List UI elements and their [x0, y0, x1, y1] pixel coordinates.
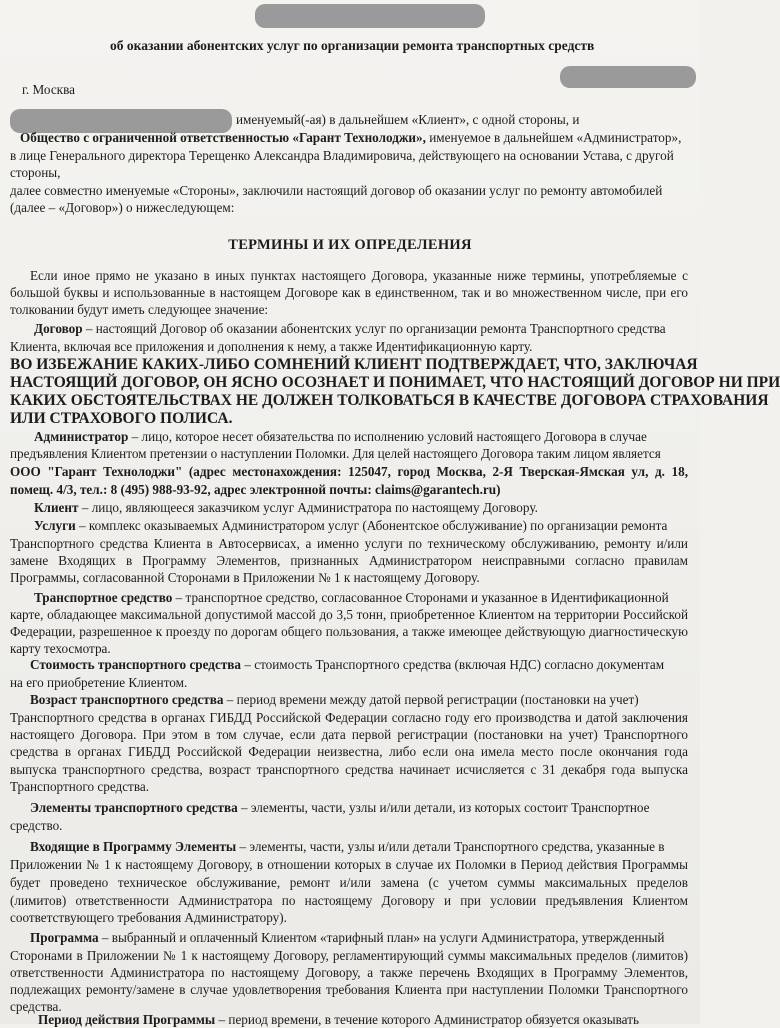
company-tail: именуемое в дальнейшем «Администратор»,	[429, 130, 682, 145]
contract-subtitle: об оказании абонентских услуг по организации ремонта транспортных средств	[110, 38, 595, 53]
term-title: Транспортное средство	[34, 590, 173, 605]
term-elements-l2: средство.	[10, 818, 63, 833]
term-age-l3: настоящего Договора. При этом в том случае, если дата первой регистрации (постановки на учет) Транспортного	[10, 727, 688, 742]
term-text: – лицо, которое несет обязательства по исполнению условий настоящего Договора в случае	[131, 429, 647, 444]
term-program-l5: средства.	[10, 999, 62, 1014]
intro-line-1: Если иное прямо не указано в иных пунктах настоящего Договора, указанные ниже термины, употребляемые с	[30, 268, 688, 283]
term-incl	[30, 839, 688, 855]
term-incl-l2: Приложении № 1 к настоящему Договору, в отношении которых в случае их Поломки в Период действия Программы	[10, 857, 688, 872]
term-admin	[34, 429, 688, 445]
redacted-title	[255, 4, 485, 28]
term-vehicle-l2: карте, обладающее максимальной допустимой массой до 3,5 тонн, приобретенное Клиентом на территории Российской	[10, 607, 688, 622]
term-text: – комплекс оказываемых Администратором услуг (Абонентское обслуживание) по организации ремонта	[78, 518, 668, 533]
term-text: – период времени, в течение которого Администратор обязуется оказывать	[218, 1012, 639, 1027]
intro-line-2: большой буквы и использованные в настоящем Договоре как в единственном, так и во множественном числе, при его	[10, 285, 688, 300]
city: г. Москва	[22, 82, 75, 97]
term-title: Администратор	[34, 429, 129, 444]
term-text: – период времени между датой первой регистрации (постановки на учет)	[226, 692, 639, 707]
term-text: – элементы, части, узлы и/или детали, из которых состоит Транспортное	[241, 800, 650, 815]
term-title: Услуги	[34, 518, 76, 533]
term-services	[34, 518, 688, 534]
term-program	[30, 930, 688, 946]
company-name: Общество с ограниченной ответственностью «Гарант Технолоджи»,	[20, 130, 426, 145]
term-title: Программа	[30, 930, 99, 945]
term-vehicle-l3: Федерации, разрешенное к проезду по дорогам общего пользования, а также имеющее действующую диагностическую	[10, 624, 688, 639]
term-services-l2: Транспортного средства Клиента в Автосервисах, а именно услуги по техническому обслуживанию, ремонту и/или	[10, 536, 688, 551]
preamble-line3: в лице Генерального директора Терещенко Александра Владимировича, действующего на основании Устава, с другой	[10, 148, 674, 163]
term-dogovor	[34, 321, 688, 337]
term-text: – стоимость Транспортного средства (включая НДС) согласно документам	[244, 657, 665, 672]
term-cost-l2: на его приобретение Клиентом.	[10, 675, 188, 690]
term-text: – транспортное средство, согласованное Сторонами и указанное в Идентификационной	[175, 590, 669, 605]
term-admin-l2: предъявления Клиентом претензии о наступлении Поломки. Для целей настоящего Договора таким лицом является	[10, 446, 661, 461]
term-text: – лицо, являющееся заказчиком услуг Администратора по настоящему Договору.	[81, 500, 538, 515]
term-age-l6: Транспортного средства.	[10, 779, 150, 794]
term-admin-l4: помещ. 4/3, тел.: 8 (495) 988-93-92, адрес электронной почты: claims@garantech.ru)	[10, 482, 501, 497]
term-title: Период действия Программы	[38, 1012, 216, 1027]
term-program-l4: подлежащих ремонту/замене в случае удовлетворения требования Клиента при наступлении Поломки Транспортного	[10, 982, 688, 997]
caps-line-2: НАСТОЯЩИЙ ДОГОВОР, ОН ЯСНО ОСОЗНАЕТ И ПОНИМАЕТ, ЧТО НАСТОЯЩИЙ ДОГОВОР НИ ПРИ	[10, 374, 780, 391]
term-program-l2: Сторонами в Приложении № 1 к настоящему Договору, регламентирующий суммы максимальных пределов (лимитов)	[10, 948, 688, 963]
term-services-l3: замене Входящих в Программу Элементов, признанных Администратором неисправными согласно правилам	[10, 553, 688, 568]
term-program-l3: ответственности Администратора по настоящему Договору, а также перечень Входящих в Программу Элементов,	[10, 965, 688, 980]
caps-line-1: ВО ИЗБЕЖАНИЕ КАКИХ-ЛИБО СОМНЕНИЙ КЛИЕНТ ПОДТВЕРЖДАЕТ, ЧТО, ЗАКЛЮЧАЯ	[10, 356, 698, 373]
term-age-l5: выпуска транспортного средства, возраст транспортного средства начинает исчисляется с 31 декабря года выпуска	[10, 762, 688, 777]
term-age	[30, 692, 688, 708]
caps-line-4: ИЛИ СТРАХОВОГО ПОЛИСА.	[10, 410, 233, 427]
term-period	[38, 1012, 688, 1028]
term-cost	[30, 657, 688, 673]
term-age-l2: Транспортного средства в органах ГИБДД Российской Федерации согласно году его производства и датой заключения	[10, 710, 688, 725]
term-elements	[30, 800, 688, 816]
term-age-l4: средства в органах ГИБДД Российской Федерации неизвестна, либо если она имела место после окончания года	[10, 744, 688, 759]
term-dogovor-l2: Клиента, включая все приложения и дополнения к нему, а также Идентификационную карту.	[10, 339, 533, 354]
term-admin-l3: ООО "Гарант Технолоджи" (адрес местонахождения: 125047, город Москва, 2-Я Тверская-Ямская ул, д. 18,	[10, 464, 688, 479]
term-client	[34, 500, 688, 516]
term-title: Возраст транспортного средства	[30, 692, 224, 707]
section-title: ТЕРМИНЫ И ИХ ОПРЕДЕЛЕНИЯ	[228, 237, 472, 253]
preamble-line4: стороны,	[10, 165, 61, 180]
term-vehicle	[34, 590, 688, 606]
caps-line-3: КАКИХ ОБСТОЯТЕЛЬСТВАХ НЕ ДОЛЖЕН ТОЛКОВАТЬСЯ В КАЧЕСТВЕ ДОГОВОРА СТРАХОВАНИЯ	[10, 392, 769, 409]
preamble-company	[20, 130, 688, 146]
preamble-line5: далее совместно именуемые «Стороны», заключили настоящий договор об оказании услуг по ремонту автомобилей	[10, 183, 663, 198]
term-title: Входящие в Программу Элементы	[30, 839, 237, 854]
preamble-line6: (далее – «Договор») о нижеследующем:	[10, 200, 235, 215]
term-text: – выбранный и оплаченный Клиентом «тарифный план» на услуги Администратора, утвержденный	[101, 930, 665, 945]
intro-line-3: толковании будут иметь следующее значение:	[10, 302, 269, 317]
term-text: – настоящий Договор об оказании абонентских услуг по организации ремонта Транспортного средства	[85, 321, 666, 336]
term-title: Элементы транспортного средства	[30, 800, 238, 815]
term-text: – элементы, части, узлы и/или детали Транспортного средства, указанные в	[239, 839, 665, 854]
term-incl-l3: будет проведено техническое обслуживание, ремонт и/или замена (с учетом суммы максимальных пределов	[10, 875, 688, 890]
term-incl-l4: (лимитов) ответственности Администратора по настоящему Договору и при условии предъявления Клиентом	[10, 893, 688, 908]
term-vehicle-l4: карту техосмотра.	[10, 641, 111, 656]
term-incl-l5: соответствующего требования Администратору).	[10, 910, 287, 925]
term-title: Договор	[34, 321, 83, 336]
preamble-client: именуемый(-ая) в дальнейшем «Клиент», с одной стороны, и	[236, 112, 580, 127]
term-title: Стоимость транспортного средства	[30, 657, 242, 672]
redacted-date	[560, 66, 696, 88]
term-title: Клиент	[34, 500, 79, 515]
term-services-l4: Программы, согласованной Сторонами в Приложении № 1 к настоящему Договору.	[10, 570, 480, 585]
